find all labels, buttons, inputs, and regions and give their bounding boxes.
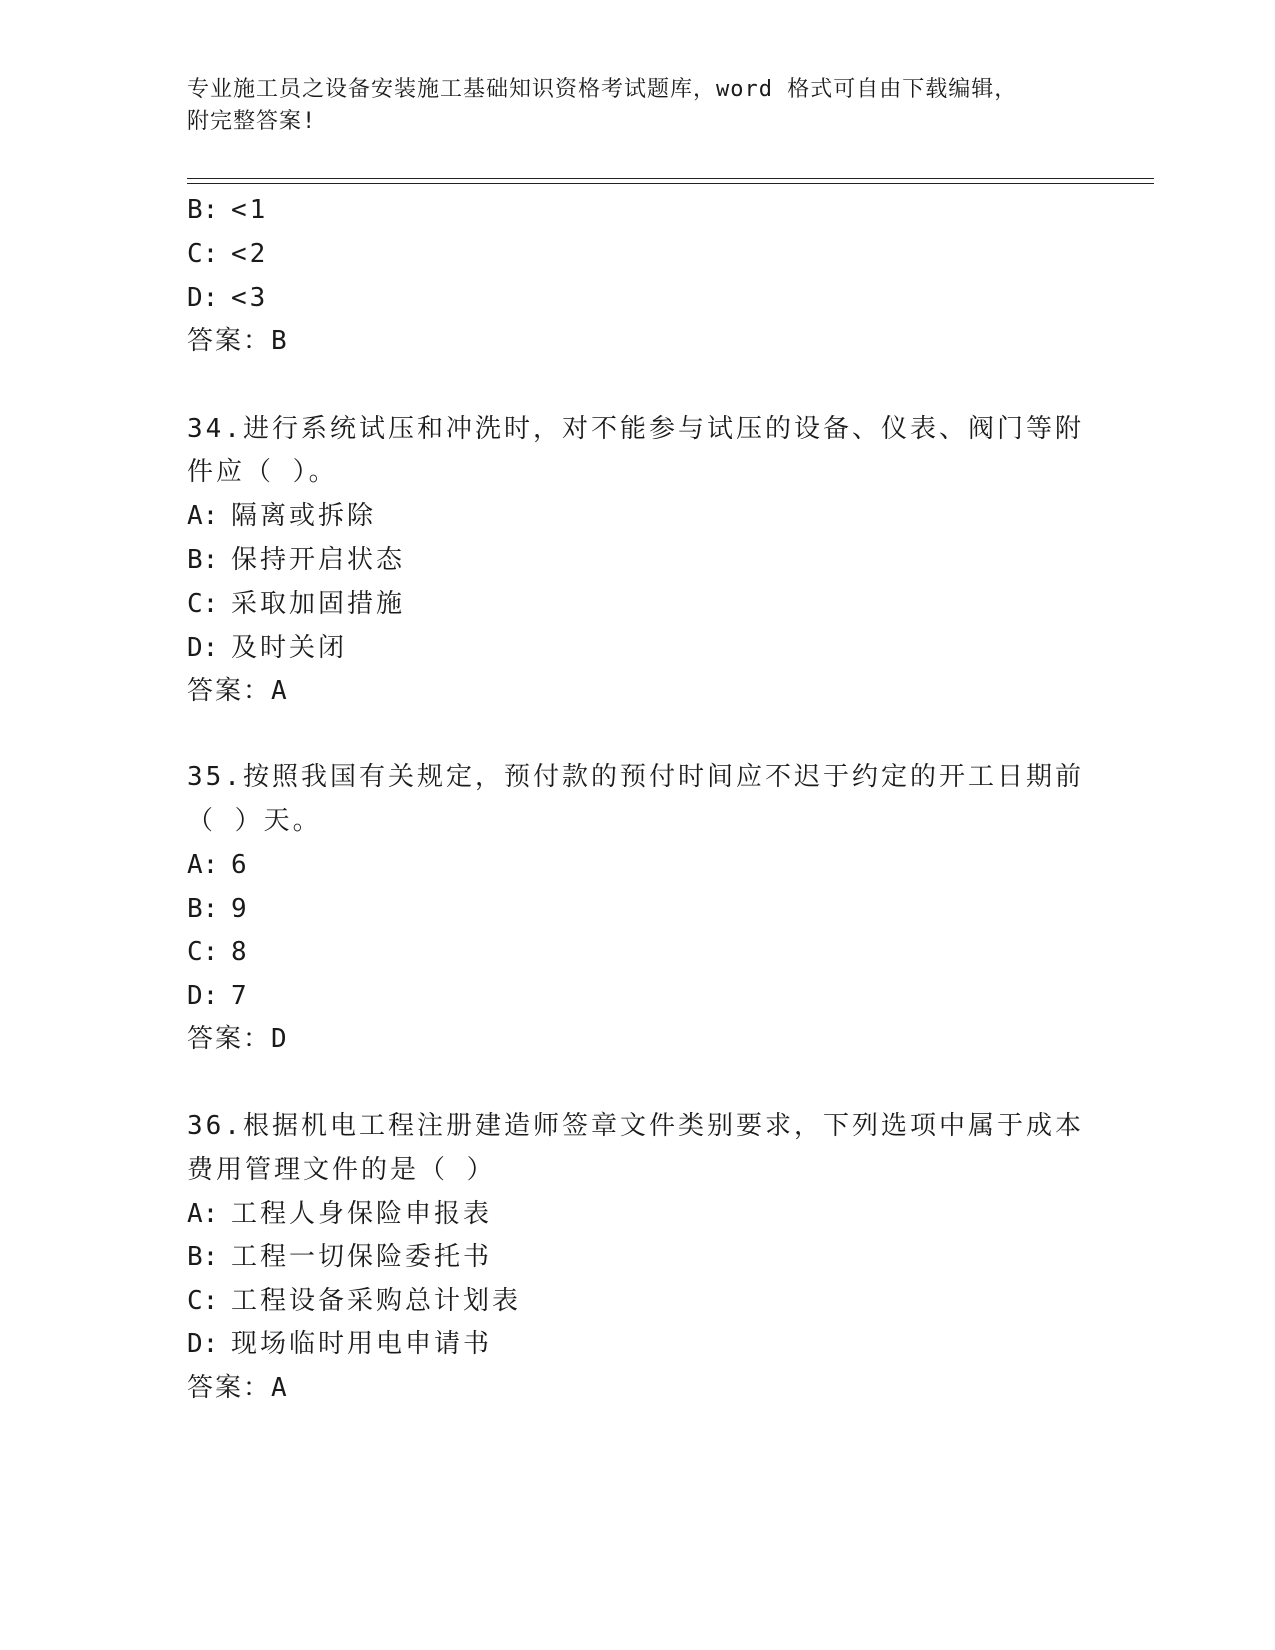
q34-option-b: B: 保持开启状态 [187, 545, 406, 575]
q33-option-b: B: <1 [187, 195, 269, 225]
q36-option-d: D: 现场临时用电申请书 [187, 1329, 493, 1359]
q35-stem-line-2: （ ）天。 [187, 806, 322, 836]
q36-stem-line-2: 费用管理文件的是（ ） [187, 1155, 496, 1185]
q35-option-d: D: 7 [187, 981, 250, 1011]
header-line-2: 附完整答案! [187, 109, 317, 134]
q34-option-d: D: 及时关闭 [187, 633, 348, 663]
q34-option-a: A: 隔离或拆除 [187, 501, 377, 531]
q35-option-c: C: 8 [187, 937, 250, 967]
q36-option-a: A: 工程人身保险申报表 [187, 1199, 493, 1229]
q34-option-c: C: 采取加固措施 [187, 589, 406, 619]
q35-option-b: B: 9 [187, 894, 250, 924]
q33-answer: 答案：B [187, 326, 287, 356]
header-divider-bottom [187, 183, 1154, 184]
header-line-1: 专业施工员之设备安装施工基础知识资格考试题库，word 格式可自由下载编辑， [187, 77, 1018, 102]
q33-option-d: D: <3 [187, 283, 269, 313]
header-divider-top [187, 178, 1154, 179]
q35-answer: 答案：D [187, 1024, 287, 1054]
q34-stem-line-1: 34.进行系统试压和冲洗时，对不能参与试压的设备、仪表、阀门等附 [187, 414, 1084, 444]
q36-option-c: C: 工程设备采购总计划表 [187, 1286, 522, 1316]
q35-option-a: A: 6 [187, 850, 250, 880]
q36-stem-line-1: 36.根据机电工程注册建造师签章文件类别要求，下列选项中属于成本 [187, 1111, 1084, 1141]
q34-answer: 答案：A [187, 676, 287, 706]
q35-stem-line-1: 35.按照我国有关规定，预付款的预付时间应不迟于约定的开工日期前 [187, 762, 1084, 792]
q34-stem-line-2: 件应（ ）。 [187, 457, 338, 487]
q36-answer: 答案：A [187, 1373, 287, 1403]
document-header [187, 74, 1087, 138]
q33-option-c: C: <2 [187, 239, 269, 269]
q36-option-b: B: 工程一切保险委托书 [187, 1242, 493, 1272]
